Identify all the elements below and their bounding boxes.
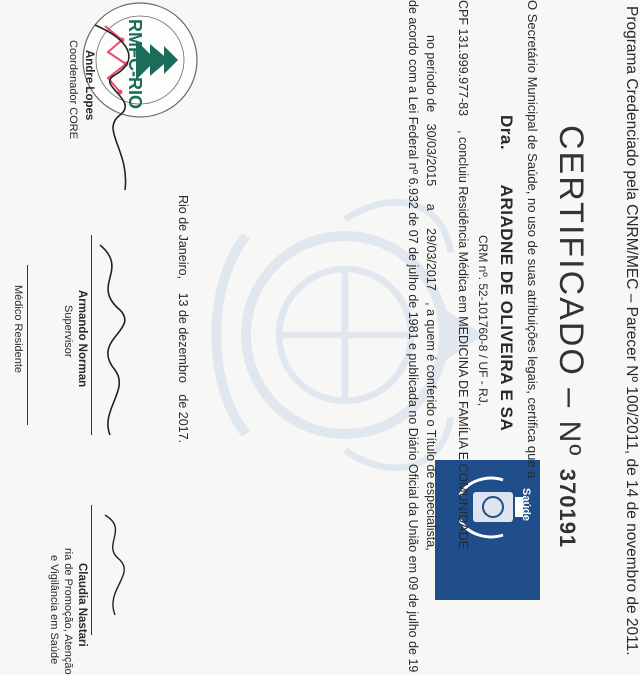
period-end: 29/03/2017 [424,228,438,291]
issue-city: Rio de Janeiro, [176,195,190,280]
cpf-number: CPF 131.999.977-83 [456,0,470,117]
issue-date [176,195,190,443]
signatory-name: Andre Lopes [83,50,95,121]
issue-year: de 2017. [176,394,190,444]
recipient-name: ARIADNE DE OLIVEIRA E SA [497,184,516,432]
signatory-name: Armando Norman [76,290,88,388]
signature-line [27,265,28,425]
signature-line [91,505,92,635]
secretary-statement: O Secretário Municipal de Saúde, no uso de suas atribuições legais, certifica que a [525,0,540,479]
signatory-role: ria de Promoção, Atenção [62,548,74,675]
period-line [424,35,438,551]
signatory-role: Coordenador CORE [67,40,79,140]
title-conferred-text: , a quem é conferido o Título de especialista, [424,302,438,551]
residency-text: , concluiu Residência Médica em MEDICINA DE FAMÍLIA E COMUNIDADE [456,130,470,549]
period-label: no período de [424,35,438,113]
signatory-role: e Vigilância em Saúde [48,555,60,665]
signature-armando-norman [80,240,140,440]
recipient [496,115,516,431]
title-word: CERTIFICADO [552,125,590,377]
certificate-title [551,125,590,548]
signature-line [91,235,92,435]
program-accreditation: Programa Credenciado pela CNRM/MEC – Parecer Nº 100/2011, de 14 de novembro de 2011. [623,6,640,656]
signatory-role: Supervisor [62,305,74,358]
cpf-line [456,0,470,549]
federal-law-line: de acordo com a Lei Federal nº 6.932 de 07 de julho de 1981 e publicada no Diário Oficial da União em 09 de julho de 19 [406,0,420,673]
signature-claudia-nastari [90,510,140,620]
signatory-name: Claudia Nastari [76,563,88,647]
saude-label: Saúde [520,488,532,522]
title-separator: – [552,388,590,410]
seal-abbreviation: RMFC-RIO [125,19,145,109]
title-number-label: Nº [553,420,586,458]
issue-day: 13 de dezembro [176,292,190,383]
resident-label: Médico Residente [12,285,24,374]
saude-badge [435,460,540,600]
period-start: 30/03/2015 [424,123,438,187]
recipient-prefix: Dra. [497,115,516,151]
crm-line: CRM nº. 52-101760-8 / UF - RJ, [476,235,490,407]
period-connector: a [424,203,438,211]
certificate-number: 370191 [555,468,580,549]
